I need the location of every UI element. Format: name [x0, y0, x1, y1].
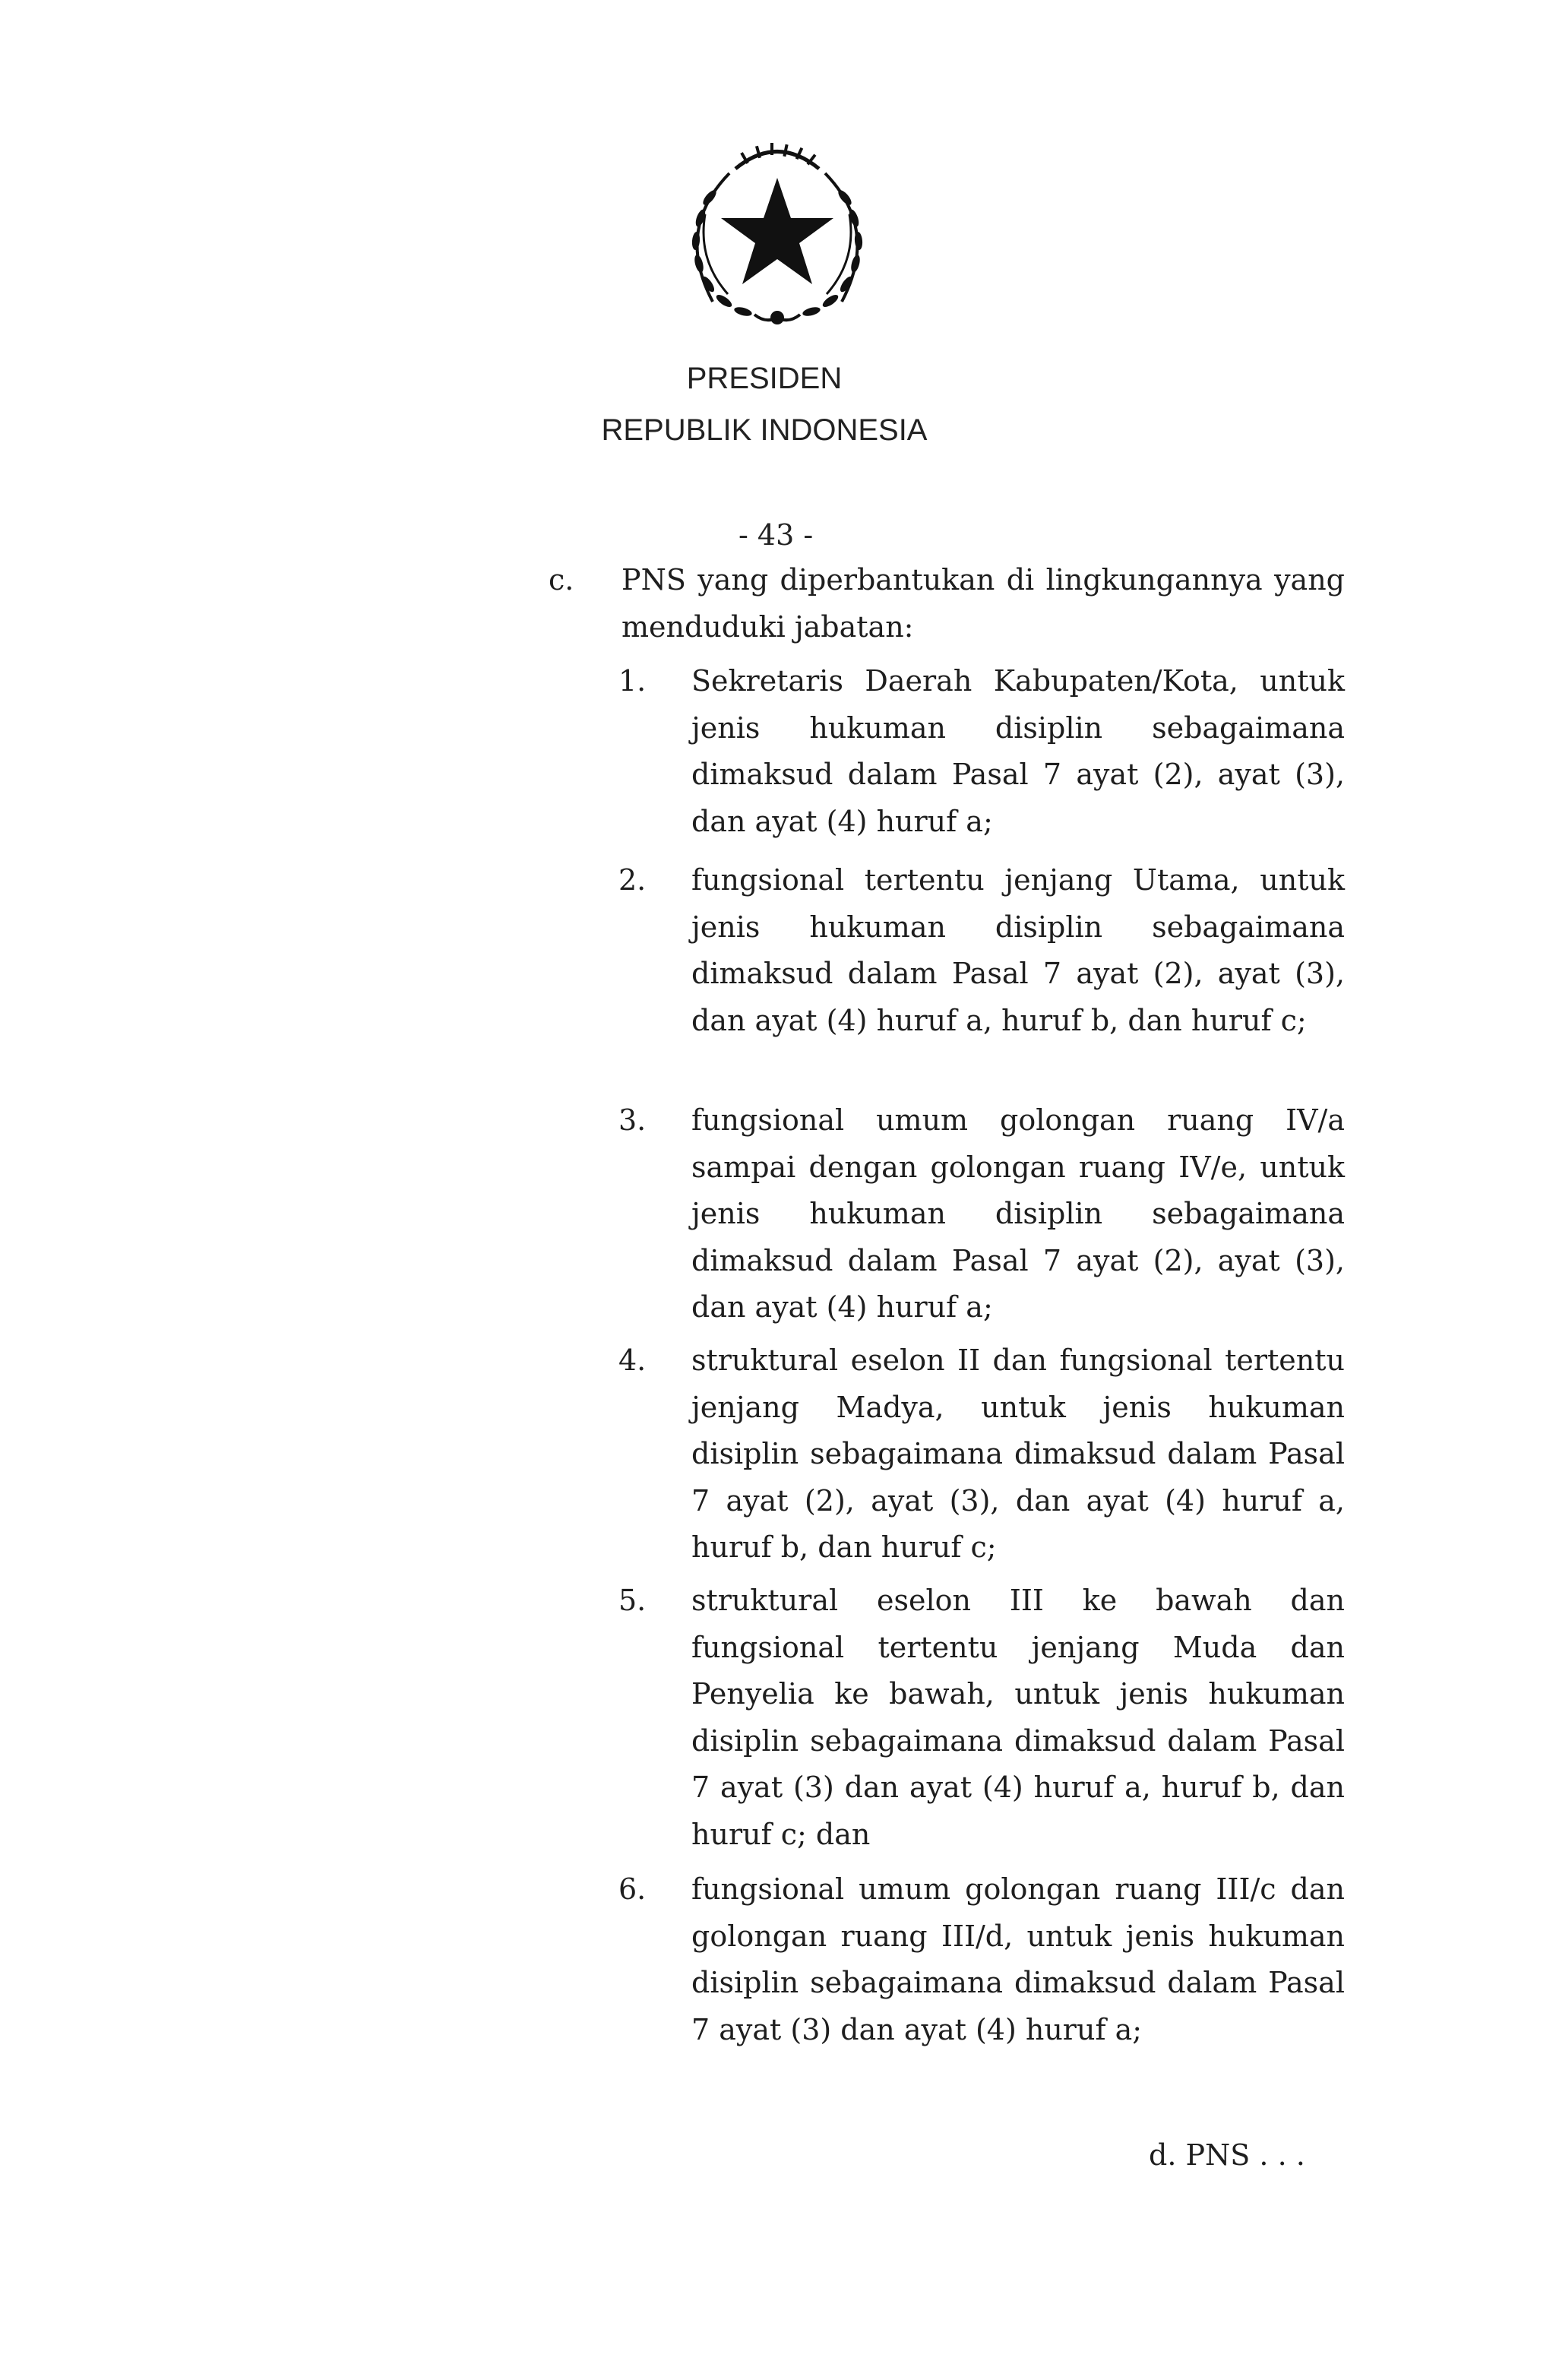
list-item-number: 5. — [618, 1584, 647, 1617]
section-c-marker: c. — [549, 563, 574, 597]
catchword: d. PNS . . . — [1149, 2138, 1305, 2172]
list-item-text: struktural eselon III ke bawah dan fungsional tertentu jenjang Muda dan Penyelia ke bawah, untuk jenis hukuman disiplin sebagaimana dimaksud dalam Pasal 7 ayat (3) dan ayat (4) huruf a, huruf b, dan huruf c; dan — [691, 1584, 1345, 1851]
list-item-number: 6. — [618, 1872, 647, 1906]
list-item-text: struktural eselon II dan fungsional tertentu jenjang Madya, untuk jenis hukuman disiplin sebagaimana dimaksud dalam Pasal 7 ayat (2), ayat (3), dan ayat (4) huruf a, huruf b, dan huruf c; — [691, 1343, 1345, 1564]
list-item-text: fungsional umum golongan ruang III/c dan golongan ruang III/d, untuk jenis hukuman disiplin sebagaimana dimaksud dalam Pasal 7 ayat (3) dan ayat (4) huruf a; — [691, 1872, 1345, 2046]
list-item-number: 2. — [618, 863, 647, 897]
list-item-number: 4. — [618, 1343, 647, 1377]
presidential-emblem-icon — [682, 138, 872, 334]
list-item-text: fungsional tertentu jenjang Utama, untuk jenis hukuman disiplin sebagaimana dimaksud dalam Pasal 7 ayat (2), ayat (3), dan ayat (4) huruf a, huruf b, dan huruf c; — [691, 863, 1345, 1037]
header-title-president: PRESIDEN — [686, 362, 843, 395]
list-item-text: fungsional umum golongan ruang IV/a sampai dengan golongan ruang IV/e, untuk jenis hukuman disiplin sebagaimana dimaksud dalam Pasal 7 ayat (2), ayat (3), dan ayat (4) huruf a; — [691, 1103, 1345, 1324]
list-item-text: Sekretaris Daerah Kabupaten/Kota, untuk jenis hukuman disiplin sebagaimana dimaksud dalam Pasal 7 ayat (2), ayat (3), dan ayat (4) huruf a; — [691, 664, 1345, 838]
list-item-number: 1. — [618, 664, 647, 698]
section-c-text: PNS yang diperbantukan di lingkungannya yang menduduki jabatan: — [621, 563, 1345, 644]
header-title-republic: REPUBLIK INDONESIA — [601, 413, 928, 447]
page-number: - 43 - — [738, 518, 814, 552]
list-item-number: 3. — [618, 1103, 647, 1137]
